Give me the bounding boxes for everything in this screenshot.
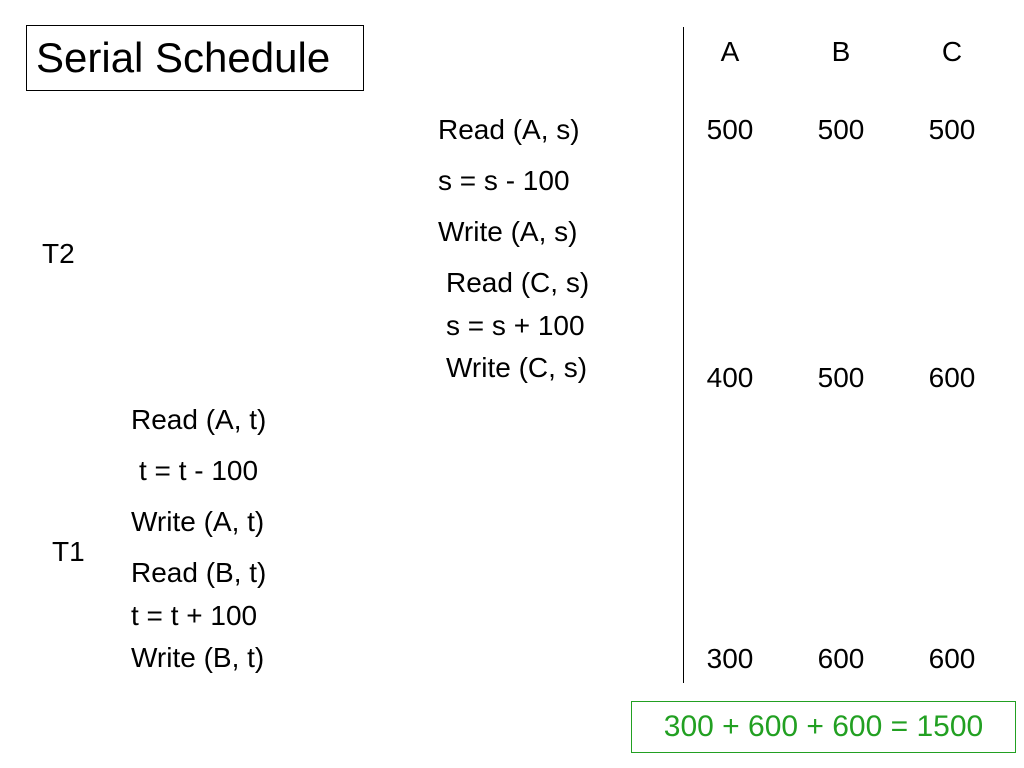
column-header-a: A xyxy=(720,36,740,67)
t2-op-add: s = s + 100 xyxy=(446,310,585,341)
t1-op-add: t = t + 100 xyxy=(131,600,258,631)
t1-op-read-b: Read (B, t) xyxy=(131,557,267,588)
transaction-label-t2: T2 xyxy=(42,238,75,269)
column-divider xyxy=(683,27,684,683)
value-c-after-t1: 600 xyxy=(928,643,976,674)
value-a-initial: 500 xyxy=(706,114,754,145)
t2-op-subtract: s = s - 100 xyxy=(438,165,570,196)
t2-op-write-a: Write (A, s) xyxy=(438,216,578,247)
column-header-b: B xyxy=(831,36,851,67)
t2-op-read-c: Read (C, s) xyxy=(446,267,590,298)
t2-op-write-c: Write (C, s) xyxy=(446,352,588,383)
value-b-initial: 500 xyxy=(817,114,865,145)
value-a-after-t1: 300 xyxy=(706,643,754,674)
value-c-after-t2: 600 xyxy=(928,362,976,393)
t1-op-subtract: t = t - 100 xyxy=(139,455,259,486)
page-title: Serial Schedule xyxy=(26,25,364,91)
value-b-after-t1: 600 xyxy=(817,643,865,674)
value-c-initial: 500 xyxy=(928,114,976,145)
t1-op-write-a: Write (A, t) xyxy=(131,506,265,537)
sum-result: 300 + 600 + 600 = 1500 xyxy=(631,701,1016,753)
t1-op-read-a: Read (A, t) xyxy=(131,404,267,435)
t1-op-write-b: Write (B, t) xyxy=(131,642,265,673)
t2-op-read-a: Read (A, s) xyxy=(438,114,580,145)
value-b-after-t2: 500 xyxy=(817,362,865,393)
transaction-label-t1: T1 xyxy=(52,536,85,567)
column-header-c: C xyxy=(941,36,963,67)
value-a-after-t2: 400 xyxy=(706,362,754,393)
